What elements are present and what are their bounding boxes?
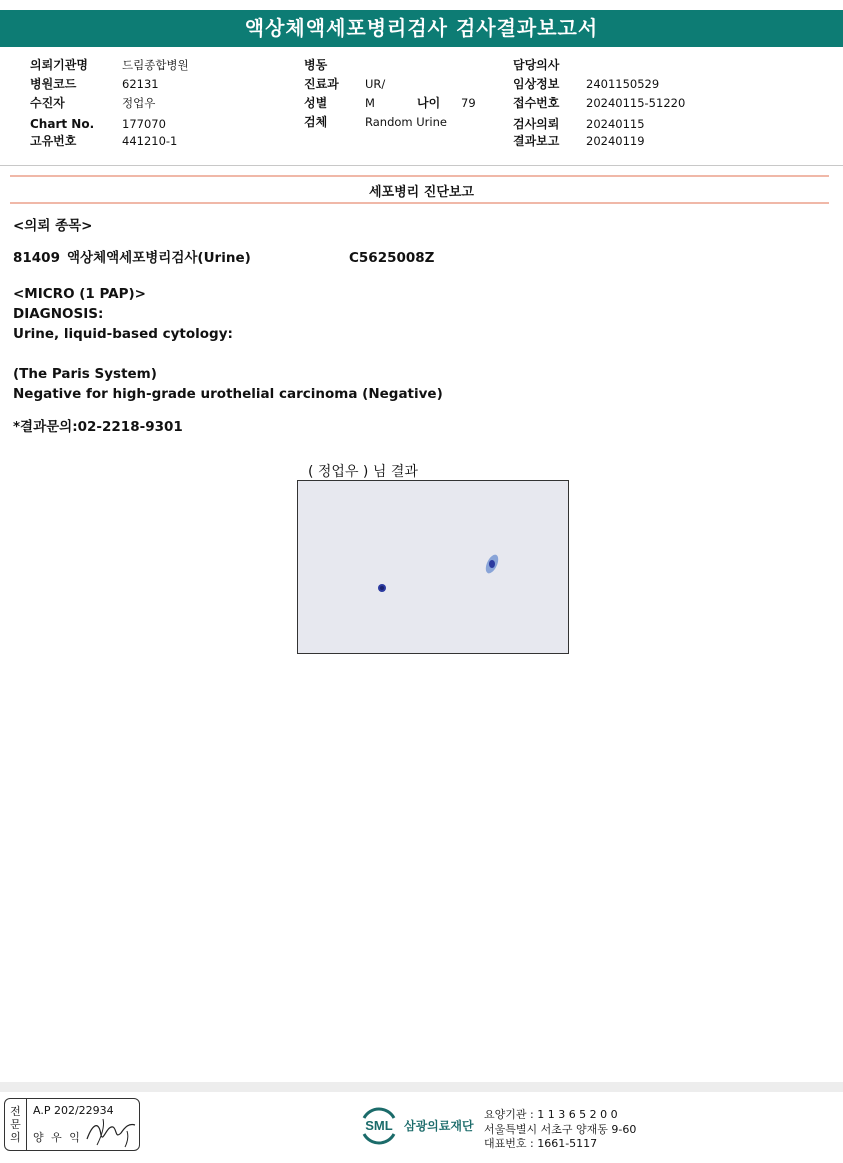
sml-logo-text: SML [365,1118,393,1133]
doctor-label: 담당의사 [513,58,560,72]
signature-image [83,1113,139,1149]
patient-label: 수진자 [30,96,65,110]
institution-value: 드림종합병원 [122,58,189,72]
institution-label: 의뢰기관명 [30,58,88,72]
diagnosis-specimen: Urine, liquid-based cytology: [13,326,233,342]
chart-value: 177070 [122,117,166,131]
footer-band [0,1082,843,1092]
section-title: 세포병리 진단보고 [369,185,474,200]
diagnosis-label: DIAGNOSIS: [13,306,104,322]
sex-value: M [365,96,375,110]
clinical-value: 2401150529 [586,77,660,91]
result-value: 20240119 [586,134,645,148]
diagnosis-result: Negative for high-grade urothelial carcinoma (Negative) [13,386,443,402]
dept-value: UR/ [365,77,386,91]
specimen-value: Random Urine [365,115,447,129]
hospital-code-label: 병원코드 [30,77,77,91]
contact-line: *결과문의:02-2218-9301 [13,419,183,435]
age-label: 나이 [417,96,441,110]
section-rule-top [10,175,829,177]
request-value: 20240115 [586,117,645,131]
request-heading: <의뢰 종목> [13,218,93,234]
report-title: 액상체액세포병리검사 검사결과보고서 [0,10,843,47]
receipt-value: 20240115-51220 [586,96,686,110]
cell-nucleus [489,560,495,568]
unique-label: 고유번호 [30,134,77,148]
test-name: 액상체액세포병리검사(Urine) [67,250,251,266]
hospital-code-value: 62131 [122,77,159,91]
request-label: 검사의뢰 [513,117,560,131]
dept-label: 진료과 [304,77,339,91]
test-code: 81409 [13,250,60,266]
chart-label: Chart No. [30,117,95,131]
result-label: 결과보고 [513,134,560,148]
paris-system-label: (The Paris System) [13,366,157,382]
org-phone: 대표번호 : 1661-5117 [484,1137,598,1150]
specimen-label: 검체 [304,115,328,129]
cytology-image [297,480,569,654]
receipt-label: 접수번호 [513,96,560,110]
image-caption: ( 정업우 ) 님 결과 [308,464,418,480]
cell-nucleus-core [380,586,384,590]
sml-logo-icon [358,1104,400,1146]
patient-value: 정업우 [122,96,156,110]
section-rule-bottom [10,202,829,204]
org-name: 삼광의료재단 [404,1119,474,1133]
org-code: 요양기관 : 1 1 3 6 5 2 0 0 [484,1108,618,1121]
test-id: C5625008Z [349,250,435,266]
micro-heading: <MICRO (1 PAP)> [13,286,146,302]
stamp-license: A.P 202/22934 [33,1104,114,1117]
org-address: 서울특별시 서초구 양재동 9-60 [484,1123,637,1136]
ward-label: 병동 [304,58,328,72]
stamp-name: 양 우 익 [33,1131,82,1144]
cytology-cells [298,481,568,653]
clinical-label: 임상정보 [513,77,560,91]
header-divider [0,165,843,166]
pathologist-stamp [4,1098,140,1151]
age-value: 79 [461,96,476,110]
unique-value: 441210-1 [122,134,178,148]
stamp-side-label: 전문의 [5,1099,27,1150]
sex-label: 성별 [304,96,328,110]
